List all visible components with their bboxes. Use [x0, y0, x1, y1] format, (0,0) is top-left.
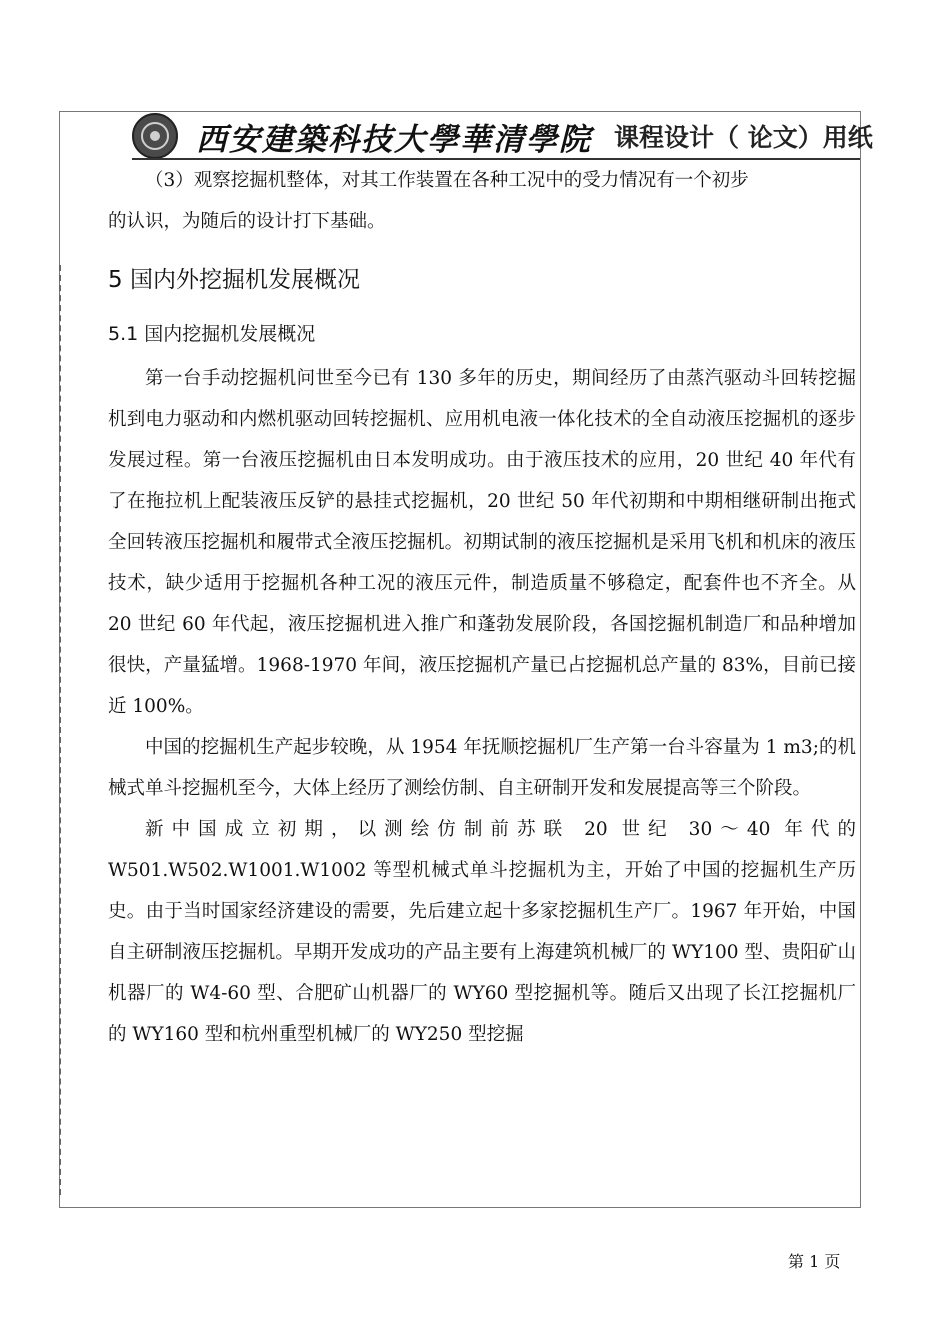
intro-paragraph-line-1: （3）观察挖掘机整体，对其工作装置在各种工况中的受力情况有一个初步	[145, 170, 749, 191]
school-name: 西安建築科技大學華清學院	[196, 121, 592, 158]
paragraph-china-start: 中国的挖掘机生产起步较晚，从 1954 年抚顺挖掘机厂生产第一台斗容量为 1 m3;的机械式单斗挖掘机至今，大体上经历了测绘仿制、自主研制开发和发展提高等三个阶段。	[108, 737, 856, 799]
paper-title: 课程设计（ 论文）用纸	[614, 123, 873, 152]
section-heading: 5 国内外挖掘机发展概况	[108, 267, 360, 293]
intro-paragraph-line-2: 的认识，为随后的设计打下基础。	[108, 211, 386, 232]
document-body	[108, 160, 856, 1055]
binding-line	[59, 265, 61, 1195]
paragraph-history: 第一台手动挖掘机问世至今已有 130 多年的历史，期间经历了由蒸汽驱动斗回转挖掘机到电力驱动和内燃机驱动回转挖掘机、应用机电液一体化技术的全自动液压挖掘机的逐步发展过程。第一台液压挖掘机由日本发明成功。由于液压技术的应用，20 世纪 40 年代有了在拖拉机上配装液压反铲的悬挂式挖掘机，20 世纪 50 年代初期和中期相继研制出拖式全回转液压挖掘机和履带式全液压挖掘机。初期试制的液压挖掘机是采用飞机和机床的液压技术，缺少适用于挖掘机各种工况的液压元件，制造质量不够稳定，配套件也不齐全。从 20 世纪 60 年代起，液压挖掘机进入推广和蓬勃发展阶段，各国挖掘机制造厂和品种增加很快，产量猛增。1968-1970 年间，液压挖掘机产量已占挖掘机总产量的 83%，目前已接近 100%。	[108, 368, 856, 717]
school-seal-icon	[132, 113, 178, 159]
page-number: 第 1 页	[788, 1252, 841, 1271]
paragraph-early-period: 新中国成立初期，以测绘仿制前苏联 20 世纪 30～40 年代的 W501.W502.W1001.W1002 等型机械式单斗挖掘机为主，开始了中国的挖掘机生产历史。由于当时国家经济建设的需要，先后建立起十多家挖掘机生产厂。1967 年开始，中国自主研制液压挖掘机。早期开发成功的产品主要有上海建筑机械厂的 WY100 型、贵阳矿山机器厂的 W4-60 型、合肥矿山机器厂的 WY60 型挖掘机等。随后又出现了长江挖掘机厂的 WY160 型和杭州重型机械厂的 WY250 型挖掘	[108, 819, 856, 1045]
page-header	[132, 113, 873, 159]
subsection-heading: 5.1 国内挖掘机发展概况	[108, 323, 316, 345]
